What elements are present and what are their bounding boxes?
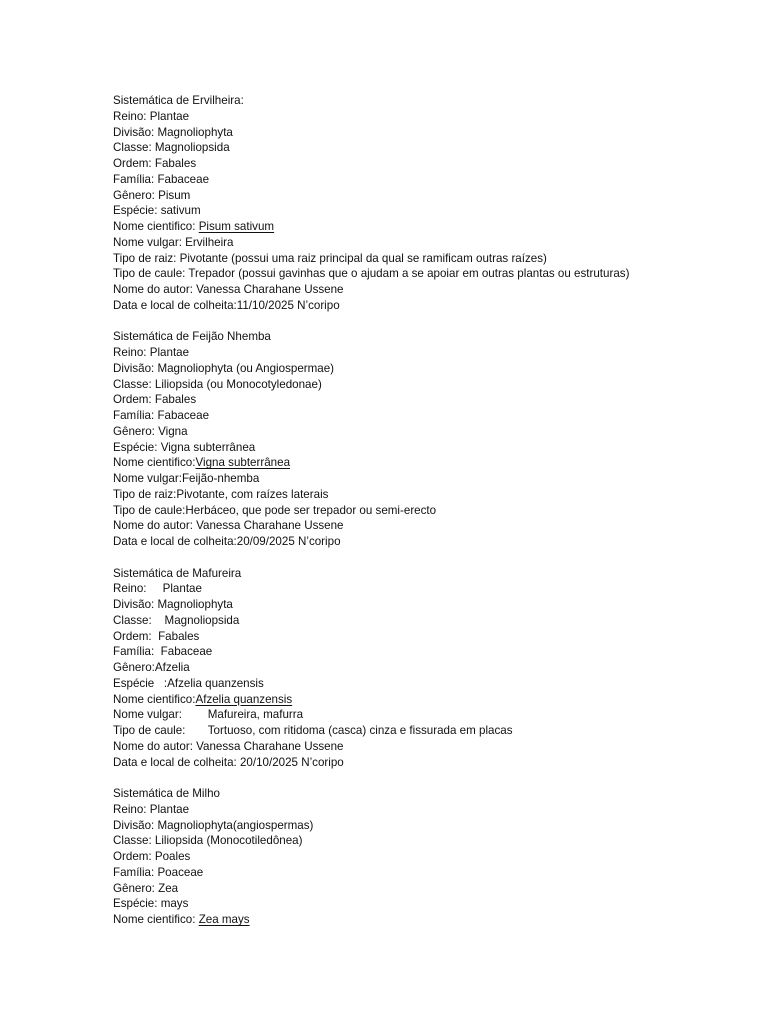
ordem-line: Ordem: Fabales (113, 629, 200, 643)
section-ervilheira (113, 93, 733, 314)
nome-cientifico-line (113, 692, 733, 708)
familia-line: Família: Poaceae (113, 865, 204, 879)
ordem-line: Ordem: Fabales (113, 393, 197, 407)
classe-line: Classe: Liliopsida (ou Monocotyledonae) (113, 377, 322, 391)
nome-cientifico-label: Nome cientifico: (113, 220, 199, 233)
familia-line: Família: Fabaceae (113, 409, 210, 422)
familia-line: Família: Fabaceae (113, 172, 210, 186)
section-mafureira (113, 566, 733, 771)
nome-cientifico-value: Zea mays (198, 913, 250, 926)
divisao-line: Divisão: Magnoliophyta (ou Angiospermae) (113, 361, 335, 375)
ordem-line: Ordem: Fabales (113, 157, 197, 170)
section-spacer (113, 550, 733, 566)
tipo-raiz-line: Tipo de raiz: Pivotante (possui uma raiz principal da qual se ramificam outras raízes) (113, 251, 547, 265)
nome-cientifico-label: Nome cientifico: (113, 456, 196, 470)
section-feijao-nhemba (113, 329, 733, 550)
divisao-line: Divisão: Magnoliophyta(angiospermas) (113, 818, 314, 832)
section-milho (113, 786, 733, 928)
nome-autor-line: Nome do autor: Vanessa Charahane Ussene (113, 283, 344, 296)
nome-cientifico-line (113, 912, 733, 928)
section-title: Sistemática de Milho (113, 787, 220, 800)
section-spacer (113, 314, 733, 330)
data-colheita-line: Data e local de colheita: 20/10/2025 N’coripo (113, 755, 344, 769)
ordem-line: Ordem: Poales (113, 850, 191, 863)
nome-cientifico-value: Afzelia quanzensis (195, 692, 293, 706)
classe-line: Classe: Liliopsida (Monocotiledônea) (113, 834, 303, 848)
nome-cientifico-line (113, 219, 733, 235)
especie-line: Espécie: Vigna subterrânea (113, 440, 256, 454)
nome-vulgar-line: Nome vulgar: Mafureira, mafurra (113, 708, 304, 722)
especie-line: Espécie :Afzelia quanzensis (113, 676, 264, 690)
reino-line: Reino: Plantae (113, 802, 190, 816)
reino-line: Reino: Plantae (113, 346, 190, 359)
nome-cientifico-label: Nome cientifico: (113, 913, 199, 926)
section-title: Sistemática de Feijão Nhemba (113, 330, 271, 344)
section-spacer (113, 770, 733, 786)
nome-autor-line: Nome do autor: Vanessa Charahane Ussene (113, 519, 344, 533)
reino-line: Reino: Plantae (113, 582, 202, 596)
section-title: Sistemática de Mafureira (113, 566, 242, 580)
nome-autor-line: Nome do autor: Vanessa Charahane Ussene (113, 739, 344, 753)
genero-line: Gênero: Zea (113, 881, 179, 895)
section-title: Sistemática de Ervilheira: (113, 94, 244, 107)
classe-line: Classe: Magnoliopsida (113, 613, 240, 627)
classe-line: Classe: Magnoliopsida (113, 141, 230, 155)
divisao-line: Divisão: Magnoliophyta (113, 125, 233, 139)
tipo-caule-line: Tipo de caule: Trepador (possui gavinhas que o ajudam a se apoiar em outras plantas ou estruturas) (113, 267, 630, 281)
nome-vulgar-line: Nome vulgar: Ervilheira (113, 235, 234, 249)
genero-line: Gênero:Afzelia (113, 661, 190, 674)
tipo-caule-line: Tipo de caule:Herbáceo, que pode ser trepador ou semi-erecto (113, 503, 437, 517)
nome-cientifico-label: Nome cientifico: (113, 692, 196, 706)
data-colheita-line: Data e local de colheita:20/09/2025 N’coripo (113, 535, 341, 548)
nome-cientifico-value: Pisum sativum (198, 220, 275, 233)
data-colheita-line: Data e local de colheita:11/10/2025 N’coripo (113, 298, 340, 312)
genero-line: Gênero: Pisum (113, 188, 191, 202)
tipo-raiz-line: Tipo de raiz:Pivotante, com raízes laterais (113, 487, 329, 501)
especie-line: Espécie: sativum (113, 204, 201, 218)
especie-line: Espécie: mays (113, 897, 189, 911)
nome-cientifico-value: Vigna subterrânea (195, 456, 291, 470)
nome-cientifico-line (113, 455, 733, 471)
document-page (113, 93, 733, 928)
genero-line: Gênero: Vigna (113, 424, 188, 438)
tipo-caule-line: Tipo de caule: Tortuoso, com ritidoma (casca) cinza e fissurada em placas (113, 724, 513, 737)
reino-line: Reino: Plantae (113, 109, 190, 123)
divisao-line: Divisão: Magnoliophyta (113, 598, 233, 611)
familia-line: Família: Fabaceae (113, 645, 213, 659)
nome-vulgar-line: Nome vulgar:Feijão-nhemba (113, 472, 260, 485)
